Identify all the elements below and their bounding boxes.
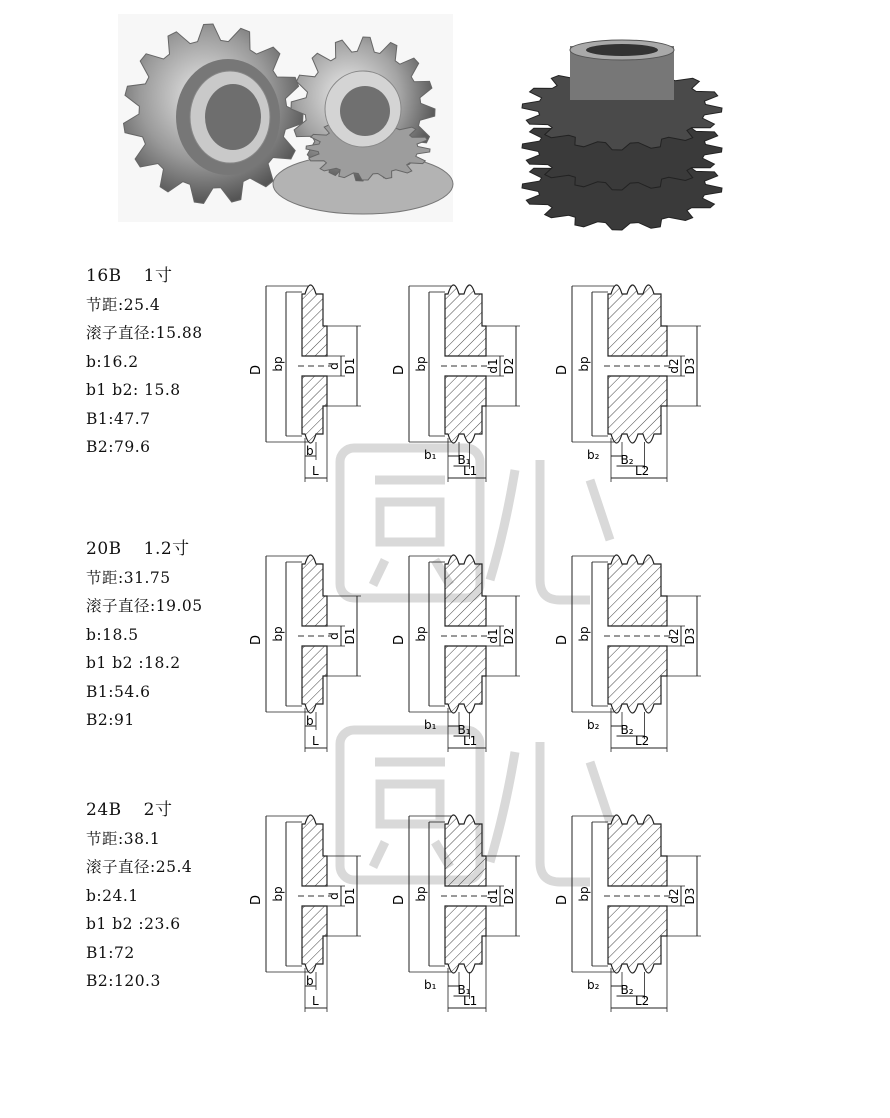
spec-line: B2:91 — [86, 711, 135, 729]
dimension-label-B: B₁ — [457, 983, 471, 997]
dimension-label-bp: bp — [577, 356, 591, 372]
dimension-label-B: B₁ — [457, 723, 471, 737]
dimension-label-d: d2 — [667, 358, 681, 374]
spec-header — [86, 796, 194, 825]
dimension-label-L: L2 — [635, 734, 650, 748]
dimension-label-d: d1 — [486, 358, 500, 374]
dimension-label-d: d1 — [486, 628, 500, 644]
dimension-label-b: b — [306, 444, 314, 458]
spec-line: b1 b2: 15.8 — [86, 381, 181, 399]
spec-line: 节距:38.1 — [86, 829, 161, 848]
dimension-label-bp: bp — [577, 886, 591, 902]
dimension-label-D: D — [249, 364, 264, 376]
dimension-label-bp: bp — [577, 626, 591, 642]
chain-size: 1.2寸 — [143, 539, 190, 559]
dimension-label-b: b₂ — [587, 718, 600, 732]
dimension-label-d: d2 — [667, 888, 681, 904]
dimension-label-B: B₂ — [620, 983, 634, 997]
single-sprocket-section-drawing — [249, 270, 407, 495]
dimension-label-bp: bp — [271, 886, 285, 902]
dimension-label-L: L1 — [463, 994, 478, 1008]
spec-line: 滚子直径:15.88 — [86, 324, 203, 342]
spec-line: 滚子直径:19.05 — [86, 597, 203, 615]
spec-line: B2:120.3 — [86, 972, 161, 990]
dimension-label-D: D — [392, 634, 407, 646]
dimension-label-L: L — [312, 464, 319, 478]
dimension-label-L: L2 — [635, 994, 650, 1008]
dimension-label-D1: D3 — [683, 627, 697, 645]
spec-line: b1 b2 :18.2 — [86, 654, 181, 672]
dimension-label-D1: D3 — [683, 357, 697, 375]
dimension-label-L: L2 — [635, 464, 650, 478]
dimension-label-b: b₁ — [424, 448, 437, 462]
dimension-label-D1: D3 — [683, 887, 697, 905]
chain-code: 20B — [86, 539, 122, 559]
dimension-label-D1: D1 — [343, 627, 357, 645]
dimension-label-L: L1 — [463, 734, 478, 748]
triple-sprocket-section-drawing — [555, 540, 753, 765]
dimension-label-D: D — [555, 894, 570, 906]
spec-line: b1 b2 :23.6 — [86, 915, 181, 933]
dimension-label-b: b₁ — [424, 978, 437, 992]
single-sprocket-section-drawing — [249, 800, 407, 1025]
dimension-label-D: D — [555, 364, 570, 376]
dimension-label-b: b₁ — [424, 718, 437, 732]
dimension-label-B: B₂ — [620, 723, 634, 737]
dimension-label-b: b₂ — [587, 978, 600, 992]
dimension-label-L: L — [312, 734, 319, 748]
spec-block-20b — [86, 535, 212, 735]
spec-line: b:18.5 — [86, 625, 139, 644]
dimension-label-D: D — [392, 364, 407, 376]
spec-header — [86, 262, 203, 291]
dimension-label-d: d1 — [486, 888, 500, 904]
spec-line: B1:54.6 — [86, 682, 151, 701]
dimension-label-bp: bp — [271, 356, 285, 372]
dimension-label-d: d — [327, 892, 341, 900]
dimension-label-D: D — [555, 634, 570, 646]
single-sprockets-photo — [118, 14, 453, 222]
spec-header — [86, 535, 212, 564]
double-sprocket-section-drawing — [392, 800, 550, 1025]
spec-line: B2:79.6 — [86, 438, 151, 456]
dimension-label-D1: D1 — [343, 357, 357, 375]
dimension-label-b: b₂ — [587, 448, 600, 462]
triple-sprocket-photo — [515, 38, 730, 234]
spec-block-16b — [86, 262, 203, 462]
dimension-label-D1: D2 — [502, 887, 516, 905]
single-sprocket-section-drawing — [249, 540, 407, 765]
triple-sprocket-section-drawing — [555, 800, 753, 1025]
spec-line: 滚子直径:25.4 — [86, 858, 193, 876]
double-sprocket-section-drawing — [392, 540, 550, 765]
spec-line: 节距:31.75 — [86, 568, 171, 587]
spec-line: B1:47.7 — [86, 409, 151, 428]
dimension-label-d: d2 — [667, 628, 681, 644]
spec-line: 节距:25.4 — [86, 295, 161, 314]
dimension-label-bp: bp — [271, 626, 285, 642]
dimension-label-bp: bp — [414, 626, 428, 642]
spec-line: b:16.2 — [86, 352, 139, 371]
dimension-label-D1: D2 — [502, 357, 516, 375]
dimension-label-bp: bp — [414, 886, 428, 902]
dimension-label-B: B₂ — [620, 453, 634, 467]
dimension-label-b: b — [306, 714, 314, 728]
dimension-label-D1: D2 — [502, 627, 516, 645]
dimension-label-L: L1 — [463, 464, 478, 478]
dimension-label-B: B₁ — [457, 453, 471, 467]
chain-size: 2寸 — [143, 800, 173, 820]
spec-block-24b — [86, 796, 194, 996]
chain-size: 1寸 — [143, 266, 173, 286]
dimension-label-D1: D1 — [343, 887, 357, 905]
spec-line: b:24.1 — [86, 886, 139, 905]
chain-code: 24B — [86, 800, 122, 820]
chain-code: 16B — [86, 266, 122, 286]
dimension-label-bp: bp — [414, 356, 428, 372]
double-sprocket-section-drawing — [392, 270, 550, 495]
dimension-label-D: D — [249, 894, 264, 906]
dimension-label-D: D — [392, 894, 407, 906]
dimension-label-D: D — [249, 634, 264, 646]
dimension-label-b: b — [306, 974, 314, 988]
spec-line: B1:72 — [86, 943, 135, 962]
dimension-label-d: d — [327, 362, 341, 370]
dimension-label-d: d — [327, 632, 341, 640]
dimension-label-L: L — [312, 994, 319, 1008]
triple-sprocket-section-drawing — [555, 270, 753, 495]
